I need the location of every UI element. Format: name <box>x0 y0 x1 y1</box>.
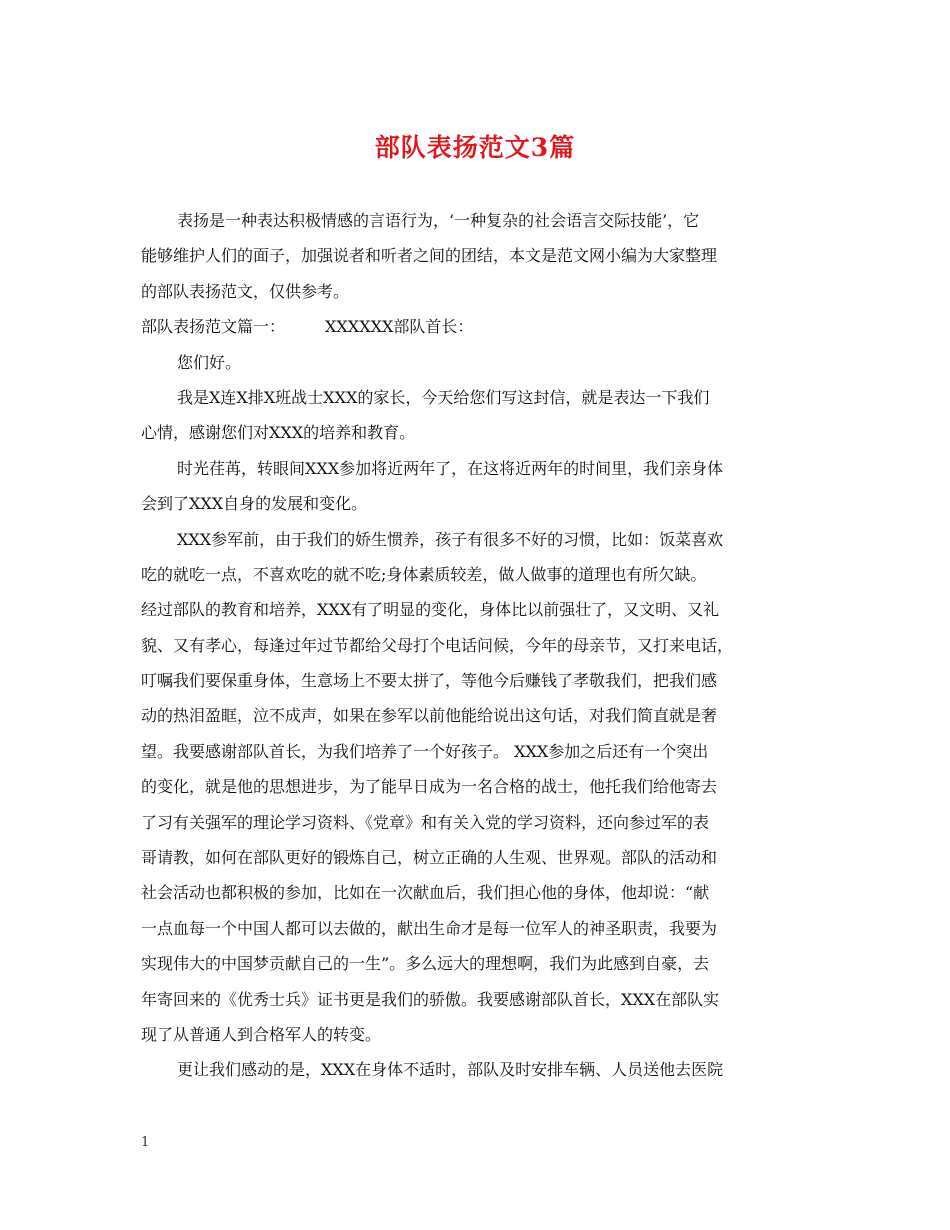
text-line <box>141 415 811 450</box>
text-line <box>141 238 811 273</box>
text-line <box>141 875 811 910</box>
text-line <box>141 451 811 486</box>
text-line-content: 会到了XXX自身的发展和变化。 <box>141 494 368 514</box>
text-line-content: 实现伟大的中国梦贡献自己的一生”。多么远大的理想啊，我们为此感到自豪，去 <box>141 954 710 974</box>
text-line <box>141 203 811 238</box>
text-line <box>141 309 811 344</box>
text-line-content: 一点血每一个中国人都可以去做的，献出生命才是每一位军人的神圣职责，我要为 <box>141 918 718 938</box>
text-line-content: 动的热泪盈眶，泣不成声，如果在参军以前他能给说出这句话，对我们简直就是奢 <box>141 706 718 726</box>
text-line <box>141 911 811 946</box>
document-title: 部队表扬范文3篇 <box>374 133 576 162</box>
text-line <box>141 592 811 627</box>
text-line-content: 社会活动也都积极的参加，比如在一次献血后，我们担心他的身体，他却说：“献 <box>141 883 710 903</box>
text-line <box>141 1017 811 1052</box>
salutation: XXXXXX部队首长： <box>325 317 474 337</box>
text-line <box>141 345 811 380</box>
document-body <box>141 203 811 1088</box>
text-line <box>141 663 811 698</box>
text-line-content: 更让我们感动的是，XXX在身体不适时，部队及时安排车辆、人员送他去医院 <box>177 1060 724 1080</box>
text-line-content: 望。我要感谢部队首长，为我们培养了一个好孩子。 XXX参加之后还有一个突出 <box>141 741 709 761</box>
text-line-content: 哥请教，如何在部队更好的锻炼自己，树立正确的人生观、世界观。部队的活动和 <box>141 848 718 868</box>
text-line <box>141 522 811 557</box>
text-line <box>141 698 811 733</box>
text-line-content: 吃的就吃一点，不喜欢吃的就不吃;身体素质较差，做人做事的道理也有所欠缺。 <box>141 564 707 584</box>
text-line-content: 表扬是一种表达积极情感的言语行为，‘一种复杂的社会语言交际技能’，它 <box>177 211 700 230</box>
text-line-content: 心情，感谢您们对XXX的培养和教育。 <box>141 423 416 443</box>
text-line <box>141 380 811 415</box>
text-line-content: 年寄回来的《优秀士兵》证书更是我们的骄傲。我要感谢部队首长，XXX在部队实 <box>141 989 720 1009</box>
text-line <box>141 274 811 309</box>
text-line <box>141 734 811 769</box>
text-line-content: 经过部队的教育和培养，XXX有了明显的变化，身体比以前强壮了，又文明、又礼 <box>141 600 720 620</box>
text-line <box>141 557 811 592</box>
page-number: 1 <box>141 1135 150 1150</box>
text-line <box>141 805 811 840</box>
text-line-content: 时光荏苒，转眼间XXX参加将近两年了，在这将近两年的时间里，我们亲身体 <box>177 458 724 478</box>
text-line <box>141 486 811 521</box>
text-line <box>141 946 811 981</box>
text-line-content: 我是X连X排X班战士XXX的家长，今天给您们写这封信，就是表达一下我们 <box>177 387 710 407</box>
text-line <box>141 1052 811 1087</box>
text-line <box>141 840 811 875</box>
text-line-content: 了习有关强军的理论学习资料、《党章》和有关入党的学习资料，还向参过军的表 <box>141 812 710 832</box>
text-line-content: 的部队表扬范文，仅供参考。 <box>141 281 350 301</box>
text-line-content: 能够维护人们的面子，加强说者和听者之间的团结，本文是范文网小编为大家整理 <box>141 246 718 266</box>
text-line-content: XXX参军前，由于我们的娇生惯养，孩子有很多不好的习惯，比如：饭菜喜欢 <box>177 529 724 549</box>
text-line-content: 叮嘱我们要保重身体，生意场上不要太拼了，等他今后赚钱了孝敬我们，把我们感 <box>141 671 718 691</box>
text-line-content: 貌、又有孝心，每逢过年过节都给父母打个电话问候，今年的母亲节，又打来电话， <box>141 635 734 655</box>
text-line-content: 的变化，就是他的思想进步，为了能早日成为一名合格的战士，他托我们给他寄去 <box>141 777 718 797</box>
text-line <box>141 769 811 804</box>
text-line <box>141 628 811 663</box>
text-line-content: 您们好。 <box>177 352 242 372</box>
text-line <box>141 982 811 1017</box>
text-line-content: 部队表扬范文篇一： <box>141 317 286 337</box>
text-line-content: 现了从普通人到合格军人的转变。 <box>141 1024 382 1044</box>
